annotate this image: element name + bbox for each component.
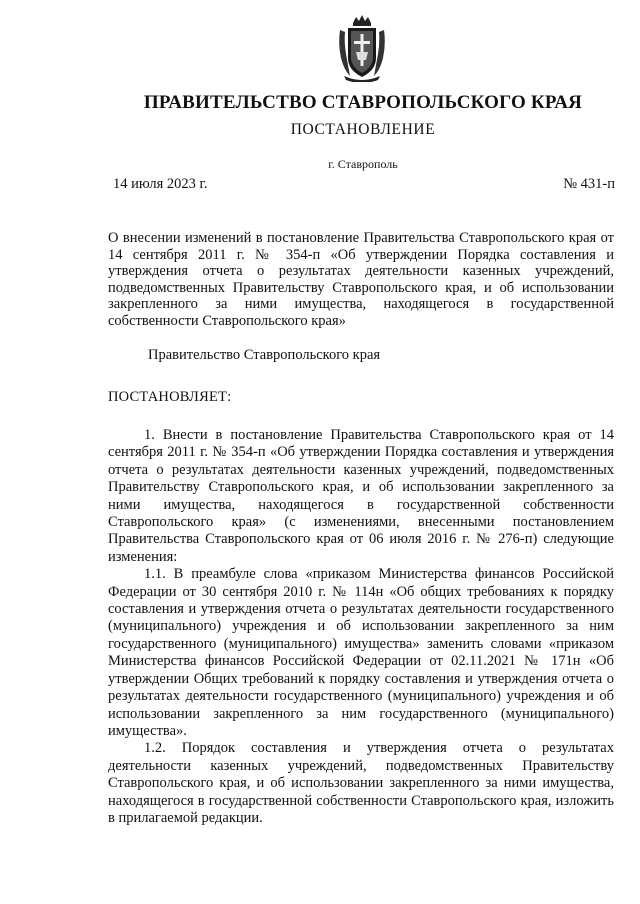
document-body <box>108 427 614 827</box>
paragraph-1: 1. Внести в постановление Правительства Ставропольского края от 14 сентября 2011 г. № 354-п «Об утверждении Порядка составления и утверждения отчета о результатах деятельности казенных учреждений, подведомственных Правительству Ставропольского края, и об использовании закрепленного за ними имущества, находящегося в государственной собственности Ставропольского края» (с изменениями, внесенными постановлением Правительства Ставропольского края от 06 июля 2016 г. № 276-п) следующие изменения: <box>108 427 614 565</box>
paragraph-1-1: 1.1. В преамбуле слова «приказом Министерства финансов Российской Федерации от 30 сентября 2010 г. № 114н «Об общих требованиях к порядку составления и утверждения отчета о результатах деятельности государственного (муниципального) учреждения и об использовании закрепленного за ним государственного (муниципального) имущества» заменить словами «приказом Министерства финансов Российской Федерации от 02.11.2021 № 171н «Об утверждении Общих требований к порядку составления и утверждения отчета о результатах деятельности государственного (муниципального) учреждения и об использовании закрепленного за ним государственного (муниципального) имущества». <box>108 566 614 739</box>
government-line: Правительство Ставропольского края <box>148 347 381 363</box>
document-subject: О внесении изменений в постановление Правительства Ставропольского края от 14 сентября 2011 г. № 354-п «Об утверждении Порядка составления и утверждения отчета о результатах деятельности казенных учреждений, подведомственных Правительству Ставропольского края, и об использовании закрепленного за ними имущества, находящегося в государственной собственности Ставропольского края» <box>108 230 614 329</box>
paragraph-1-2: 1.2. Порядок составления и утверждения отчета о результатах деятельности казенных учреждений, подведомственных Правительству Ставропольского края, и об использовании закрепленного за ними имущества, находящегося в государственной собственности Ставропольского края, изложить в прилагаемой редакции. <box>108 740 614 826</box>
city: г. Ставрополь <box>328 157 398 171</box>
document-type: ПОСТАНОВЛЕНИЕ <box>290 121 436 138</box>
resolves-heading: ПОСТАНОВЛЯЕТ: <box>108 389 232 405</box>
government-title: ПРАВИТЕЛЬСТВО СТАВРОПОЛЬСКОГО КРАЯ <box>143 92 583 113</box>
stavropol-coat-of-arms-icon <box>336 14 388 82</box>
document-number: № 431-п <box>563 176 615 192</box>
document-date: 14 июля 2023 г. <box>113 176 208 192</box>
